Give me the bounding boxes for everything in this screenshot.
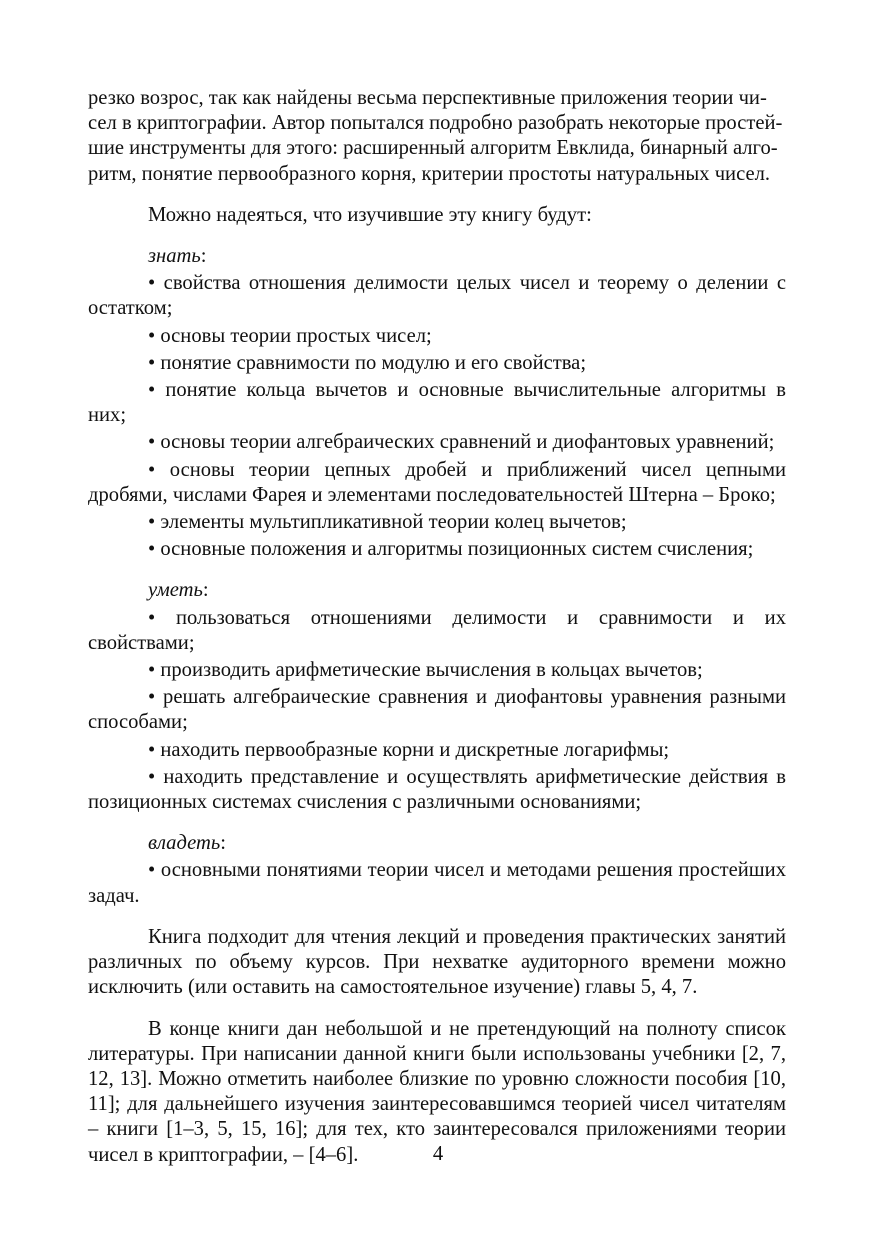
know-label: знать — [148, 245, 201, 268]
hope-paragraph: Можно надеяться, что изучившие эту книгу будут: — [148, 203, 592, 226]
know-item: • элементы мультипликативной теории колец вычетов; — [148, 511, 627, 534]
can-item: • находить представление и осуществлять арифметические действия в позиционных системах счисления с различными основаниями; — [88, 765, 786, 814]
can-label: уметь — [148, 579, 203, 602]
literature-paragraph: В конце книги дан небольшой и не претендующий на полноту список литературы. При написании данной книги были использованы учебники [2, 7, 12, 13]. Можно отметить наиболее близкие по уровню сложности пособия [10, 11]; для дальнейшего изучения заинтересовавшимся теорией чисел читателям – книги [1–3, 5, 15, 16]; для тех, кто заинтересовался приложениями теории чисел в криптографии, – [4–6]. — [88, 1017, 786, 1166]
can-heading — [88, 578, 786, 603]
own-colon: : — [220, 832, 226, 855]
own-label: владеть — [148, 832, 221, 855]
know-item: • понятие кольца вычетов и основные вычислительные алгоритмы в них; — [88, 379, 786, 427]
course-paragraph: Книга подходит для чтения лекций и проведения практических занятий различных по объему курсов. При нехватке аудиторного времени можно исключить (или оставить на самостоятельное изучение) главы 5, 4, 7. — [88, 925, 786, 999]
can-item: • пользоваться отношениями делимости и сравнимости и их свойствами; — [88, 606, 786, 654]
know-item: • основы теории алгебраических сравнений и диофантовых уравнений; — [148, 431, 775, 454]
intro-line: ритм, понятие первообразного корня, критерии простоты натуральных чисел. — [88, 162, 771, 185]
can-item: • решать алгебраические сравнения и диофантовы уравнения разными способами; — [88, 686, 786, 734]
own-heading — [88, 831, 786, 856]
know-item: • свойства отношения делимости целых чисел и теорему о делении с остатком; — [88, 272, 786, 320]
intro-line: шие инструменты для этого: расширенный алгоритм Евклида, бинарный алго- — [88, 137, 778, 160]
intro-line: резко возрос, так как найдены весьма перспективные приложения теории чи- — [88, 87, 767, 109]
intro-line: сел в криптографии. Автор попытался подробно разобрать некоторые простей- — [88, 112, 783, 135]
can-item: • находить первообразные корни и дискретные логарифмы; — [148, 738, 670, 761]
intro-paragraph — [88, 86, 786, 187]
can-item: • производить арифметические вычисления в кольцах вычетов; — [148, 659, 703, 682]
can-colon: : — [202, 579, 209, 602]
know-item: • основы теории простых чисел; — [148, 324, 432, 347]
know-colon: : — [200, 245, 207, 268]
know-heading — [88, 244, 786, 269]
page-number: 4 — [432, 1143, 444, 1165]
own-item: • основными понятиями теории чисел и методами решения простейших задач. — [88, 859, 786, 907]
know-item: • понятие сравнимости по модулю и его свойства; — [148, 351, 587, 374]
know-item: • основные положения и алгоритмы позиционных систем счисления; — [148, 538, 754, 561]
know-item: • основы теории цепных дробей и приближений чисел цепными дробями, числами Фарея и элементами последовательностей Штерна – Броко; — [88, 458, 786, 506]
page-body — [88, 86, 786, 1168]
